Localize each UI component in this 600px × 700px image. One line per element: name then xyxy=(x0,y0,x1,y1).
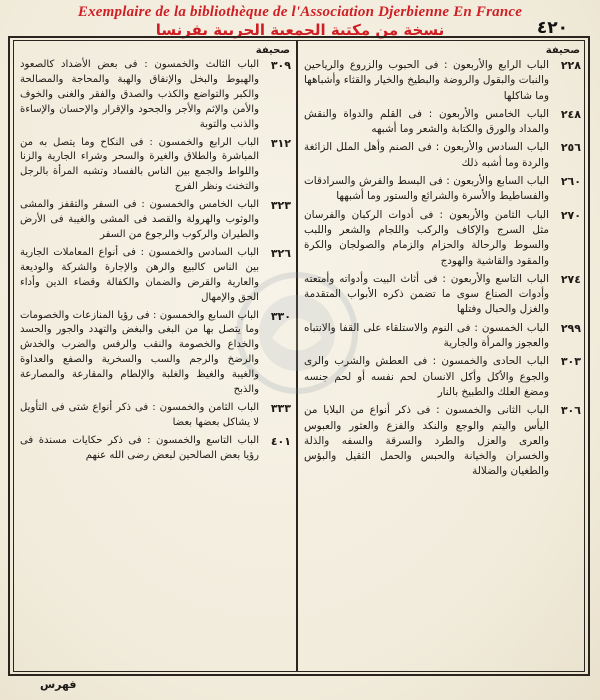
entry-page-number: ٢٥٦ xyxy=(560,141,581,155)
entry-page-number: ٣٢٣ xyxy=(270,199,291,213)
toc-entry xyxy=(20,136,292,196)
entry-text: الباب السادس والأربعون : فى الصنم وأهل الملل الزائغة والردة وما أشبه ذلك xyxy=(304,141,549,169)
entry-page-number: ٢٧٤ xyxy=(560,272,581,286)
entry-text: الباب الرابع والخمسون : فى النكاح وما يتصل به من المباشرة والطلاق والغيرة والسحر وشراء الجارية والزنا واللواط والجمع بين الناس بالفساد وتشبه المرأة بالرجل والتخنث ونظر الفرج xyxy=(20,136,259,193)
page-number: ٤٢٠ xyxy=(536,18,568,38)
entry-page-number: ٢٤٨ xyxy=(560,107,581,121)
toc-entry xyxy=(20,58,292,133)
toc-entry xyxy=(20,434,292,464)
entry-text: الباب الثانى والخمسون : فى ذكر أنواع من البلايا من اليأس واليتم والوجع والنكد والفزع والعثور والعبوس والعرى والعزل والطرد والسرقة والسفه والذلة والخسران والخيانة والحبس والحمل الثقيل والبؤس والطغيان والضلالة xyxy=(304,404,549,478)
library-banner-french: Exemplaire de la bibliothèque de l'Association Djerbienne En France xyxy=(77,4,523,20)
entry-text: الباب الثامن والأربعون : فى أدوات الركبان والفرسان مثل السرج والإكاف والركب واللجام والشعر واللبب والسوط والرحالة والحزام والزمام والصولجان والكرة والمقود والقاشية والهودج xyxy=(304,208,549,267)
footer-label: فهرس xyxy=(40,678,77,691)
library-banner-arabic: نسخة من مكتبة الجمعية الجربية بفرنسا xyxy=(155,21,445,39)
toc-entry xyxy=(304,107,582,138)
toc-entry xyxy=(304,354,582,400)
entry-page-number: ٣٣٣ xyxy=(270,401,291,415)
entry-text: الباب الحادى والخمسون : فى العطش والشرب والرى والجوع والأكل وأكل الانسان لحم نفسه أو لحم جنسه ومضغ العلك والطبيخ بالنار xyxy=(304,355,549,398)
toc-entry xyxy=(304,321,582,352)
left-column xyxy=(20,44,292,666)
entry-text: الباب الثالث والخمسون : فى بعض الأضداد كالصعود والهبوط والبخل والإنفاق والهبة والمحاجة والمصالحة والكبر والتواضع والكذب والصدق والفقر والغنى والخوف والأمن والإثم والأجر والجحود والإقرار والإحسان والإساءة والذنب والتوبة xyxy=(20,59,259,130)
right-column-heading: صحيفة xyxy=(545,45,580,56)
entry-text: الباب الخامس والخمسون : فى السفر والتقفز والمشى والوثوب والهرولة والقصد فى المشى والغيبة فى الأرض والطيران والركوب والرجوع من السفر xyxy=(20,199,259,240)
left-column-heading: صحيفة xyxy=(255,45,290,56)
toc-entry xyxy=(20,309,292,398)
toc-entry xyxy=(20,198,292,243)
toc-entry xyxy=(304,208,582,269)
entry-page-number: ٣٣٠ xyxy=(270,309,291,323)
entry-page-number: ٣٢٦ xyxy=(270,246,291,260)
entry-page-number: ٣٠٣ xyxy=(560,355,581,369)
toc-entry xyxy=(304,58,582,104)
entry-text: الباب الثامن والخمسون : فى ذكر أنواع شتى فى التأويل لا يشاكل بعضها بعضا xyxy=(20,401,259,428)
entry-text: الباب التاسع والأربعون : فى أثاث البيت وأدواته وأمتعته وأدوات الصناع سوى ما تضمن ذكره الأبواب المتقدمة والغزل والحبال وفتلها xyxy=(304,272,549,316)
entry-page-number: ٢٦٠ xyxy=(560,175,581,189)
entry-text: الباب السابع والأربعون : فى البسط والفرش والسرادقات والفساطيط والأسرة والشرائع والستور وما أشبهها xyxy=(304,175,549,203)
entry-text: الباب الخامس والأربعون : فى القلم والدواة والنقش والمداد والورق والكتابة والشعر وما أشبهه xyxy=(304,107,549,136)
toc-entry xyxy=(20,401,292,431)
entry-page-number: ٢٧٠ xyxy=(560,208,581,222)
toc-entry xyxy=(304,174,582,205)
toc-entry xyxy=(304,403,582,479)
entry-text: الباب السادس والخمسون : فى أنواع المعاملات الجارية بين الناس كالبيع والرهن والإجارة والشركة والوديعة والعارية والقرض والضمان والكفالة وقضاء الدين وأداء الحق والإمهال xyxy=(20,246,259,303)
entry-page-number: ٣١٢ xyxy=(270,136,291,150)
entry-text: الباب التاسع والخمسون : فى ذكر حكايات مسندة فى رؤيا بعض الصالحين لبعض رضى الله عنهم xyxy=(20,434,259,461)
entry-page-number: ٣٠٦ xyxy=(560,404,581,418)
entry-page-number: ٢٩٩ xyxy=(560,321,581,335)
right-column xyxy=(304,44,582,666)
entry-text: الباب السابع والخمسون : فى رؤيا المنازعات والخصومات وما يتصل بها من البغى والبغض والتهدد والجور والحسد والخداع والخصومة والنقب والرفس والضرب والخدش والرضخ والرجم والسب والسخرية والصفع والعداوة والغيبة والغيظ والغلبة والإلطام والمقارعة والمصارعة والذبح xyxy=(20,309,259,396)
toc-entry xyxy=(304,272,582,318)
entry-text: الباب الخمسون : فى النوم والاستلقاء على القفا والانتباه والعجوز والمرأة والجارية xyxy=(304,321,549,350)
toc-entry xyxy=(20,246,292,306)
entry-page-number: ٢٢٨ xyxy=(560,59,581,72)
entry-page-number: ٣٠٩ xyxy=(270,59,291,72)
toc-entry xyxy=(304,140,582,171)
entry-text: الباب الرابع والأربعون : فى الحبوب والزروع والرياحين والنبات والبقول والروضة والبطيخ والخيار والقثاء وأشباهها وما شاكلها xyxy=(304,59,549,102)
entry-page-number: ٤٠١ xyxy=(270,434,291,448)
